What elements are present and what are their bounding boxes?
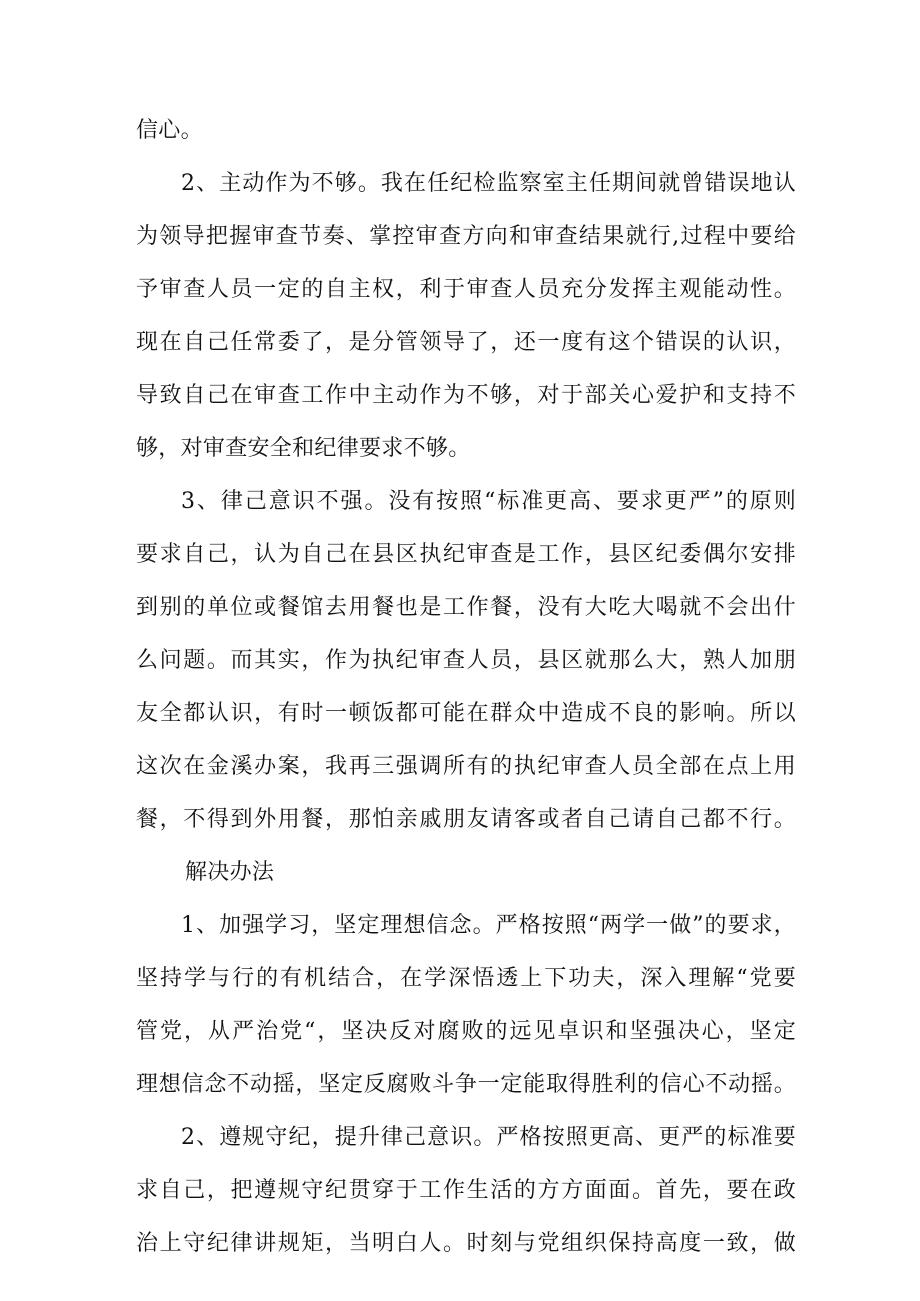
text-line-18: 管党，从严治党“，坚决反对腐败的远见卓识和坚强决心，坚定 <box>136 1019 796 1044</box>
section-heading: 解决办法 <box>185 860 275 885</box>
text-line-13: 这次在金溪办案，我再三强调所有的执纪审查人员全部在点上用 <box>136 754 796 779</box>
text-line-22: 治上守纪律讲规矩，当明白人。时刻与党组织保持高度一致，做 <box>136 1231 796 1256</box>
text-line-8: 3、律己意识不强。没有按照“标准更高、要求更严”的原则 <box>181 489 796 514</box>
text-line-3: 为领导把握审查节奏、掌控审查方向和审查结果就行,过程中要给 <box>136 224 796 249</box>
text-line-10: 到别的单位或餐馆去用餐也是工作餐，没有大吃大喝就不会出什 <box>136 595 796 620</box>
text-line-7: 够，对审查安全和纪律要求不够。 <box>136 436 471 461</box>
text-line-11: 么问题。而其实，作为执纪审查人员，县区就那么大，熟人加朋 <box>136 648 796 673</box>
text-line-21: 求自己，把遵规守纪贯穿于工作生活的方方面面。首先，要在政 <box>136 1178 796 1203</box>
text-line-19: 理想信念不动摇，坚定反腐败斗争一定能取得胜利的信心不动摇。 <box>136 1072 796 1097</box>
text-line-2: 2、主动作为不够。我在任纪检监察室主任期间就曾错误地认 <box>181 171 796 196</box>
text-line-20: 2、遵规守纪，提升律己意识。严格按照更高、更严的标准要 <box>181 1125 796 1150</box>
text-line-4: 予审查人员一定的自主权，利于审查人员充分发挥主观能动性。 <box>136 277 796 302</box>
text-line-16: 1、加强学习，坚定理想信念。严格按照“两学一做”的要求， <box>181 913 796 938</box>
text-line-12: 友全都认识，有时一顿饭都可能在群众中造成不良的影响。所以 <box>136 701 796 726</box>
text-line-17: 坚持学与行的有机结合，在学深悟透上下功夫，深入理解“党要 <box>136 966 796 991</box>
text-line-1: 信心。 <box>136 118 203 143</box>
text-line-6: 导致自己在审查工作中主动作为不够，对于部关心爱护和支持不 <box>136 383 796 408</box>
text-line-5: 现在自己任常委了，是分管领导了，还一度有这个错误的认识， <box>136 330 796 355</box>
text-line-9: 要求自己，认为自己在县区执纪审查是工作，县区纪委偶尔安排 <box>136 542 796 567</box>
text-line-14: 餐，不得到外用餐，那怕亲戚朋友请客或者自己请自己都不行。 <box>136 807 796 832</box>
